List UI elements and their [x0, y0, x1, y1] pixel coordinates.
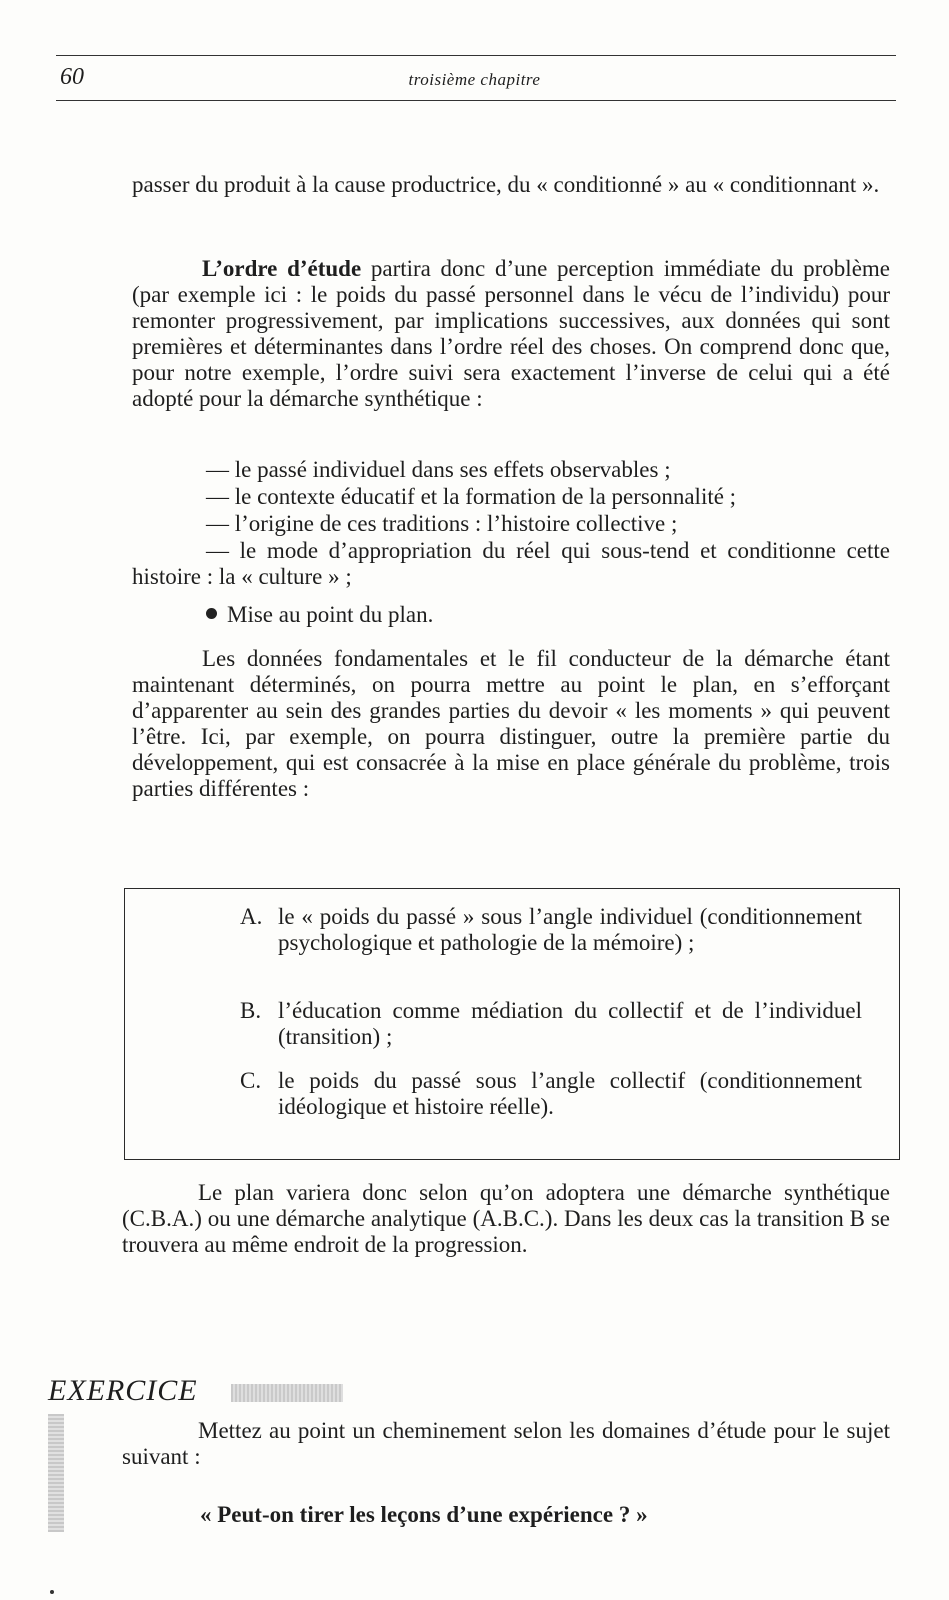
section-bullet: Mise au point du plan. [206, 602, 433, 628]
header-top-rule [56, 55, 896, 56]
dash-item: — l’origine de ces traditions : l’histoire collective ; [206, 511, 678, 536]
plan-item-c [240, 1068, 862, 1120]
order-text: partira donc d’une perception immédiate du problème (par exemple ici : le poids du passé personnel dans le vécu de l’individu) pour remonter progressivement, par implications successives, aux données qui sont premières et déterminantes dans l’ordre réel des choses. On comprend donc que, pour notre exemple, l’ordre suivi sera exactement l’inverse de celui qui a été adopté pour la démarche synthétique : [132, 256, 891, 411]
dash-item: — le contexte éducatif et la formation de la personnalité ; [206, 484, 737, 509]
exercise-instruction: Mettez au point un cheminement selon les domaines d’étude pour le sujet suivant : [122, 1418, 890, 1469]
running-title: troisième chapitre [408, 70, 541, 89]
plan-letter: B. [240, 998, 262, 1023]
order-paragraph [132, 256, 890, 412]
header-bottom-rule [56, 100, 896, 101]
page-speck [50, 1590, 54, 1594]
exercise-title-band [231, 1384, 343, 1402]
bullet-dot-icon [206, 608, 217, 619]
closing-paragraph: Le plan variera donc selon qu’on adoptera une démarche synthétique (C.B.A.) ou une démarche analytique (A.B.C.). Dans les deux cas la transition B se trouvera au même endroit de la progression. [122, 1180, 890, 1257]
exercise-title: EXERCICE [48, 1374, 198, 1407]
plan-letter: C. [240, 1068, 262, 1093]
plan-item-a [240, 904, 862, 956]
page-number: 60 [60, 64, 84, 90]
plan-letter: A. [240, 904, 263, 929]
dash-item: — le mode d’appropriation du réel qui sous-tend et conditionne cette histoire : la « culture » ; [132, 538, 890, 589]
plan-text: l’éducation comme médiation du collectif et de l’individuel (transition) ; [278, 998, 862, 1049]
dash-item: — le passé individuel dans ses effets observables ; [206, 457, 671, 482]
order-bold-lead: L’ordre d’étude [202, 256, 362, 281]
plan-paragraph: Les données fondamentales et le fil conducteur de la démarche étant maintenant déterminés, on pourra mettre au point le plan, en s’efforçant d’apparenter au sein des grandes parties du devoir « les moments » qui peuvent l’être. Ici, par exemple, on pourra distinguer, outre la première partie du développement, qui est consacrée à la mise en place générale du problème, trois parties différentes : [132, 646, 890, 801]
plan-item-b [240, 998, 862, 1050]
exercise-side-bar [48, 1414, 64, 1532]
plan-text: le poids du passé sous l’angle collectif (conditionnement idéologique et histoire réelle). [278, 1068, 862, 1119]
exercise-question: « Peut-on tirer les leçons d’une expérience ? » [200, 1502, 648, 1527]
intro-paragraph: passer du produit à la cause productrice, du « conditionné » au « conditionnant ». [132, 172, 880, 197]
plan-text: le « poids du passé » sous l’angle individuel (conditionnement psychologique et pathologie de la mémoire) ; [278, 904, 862, 955]
